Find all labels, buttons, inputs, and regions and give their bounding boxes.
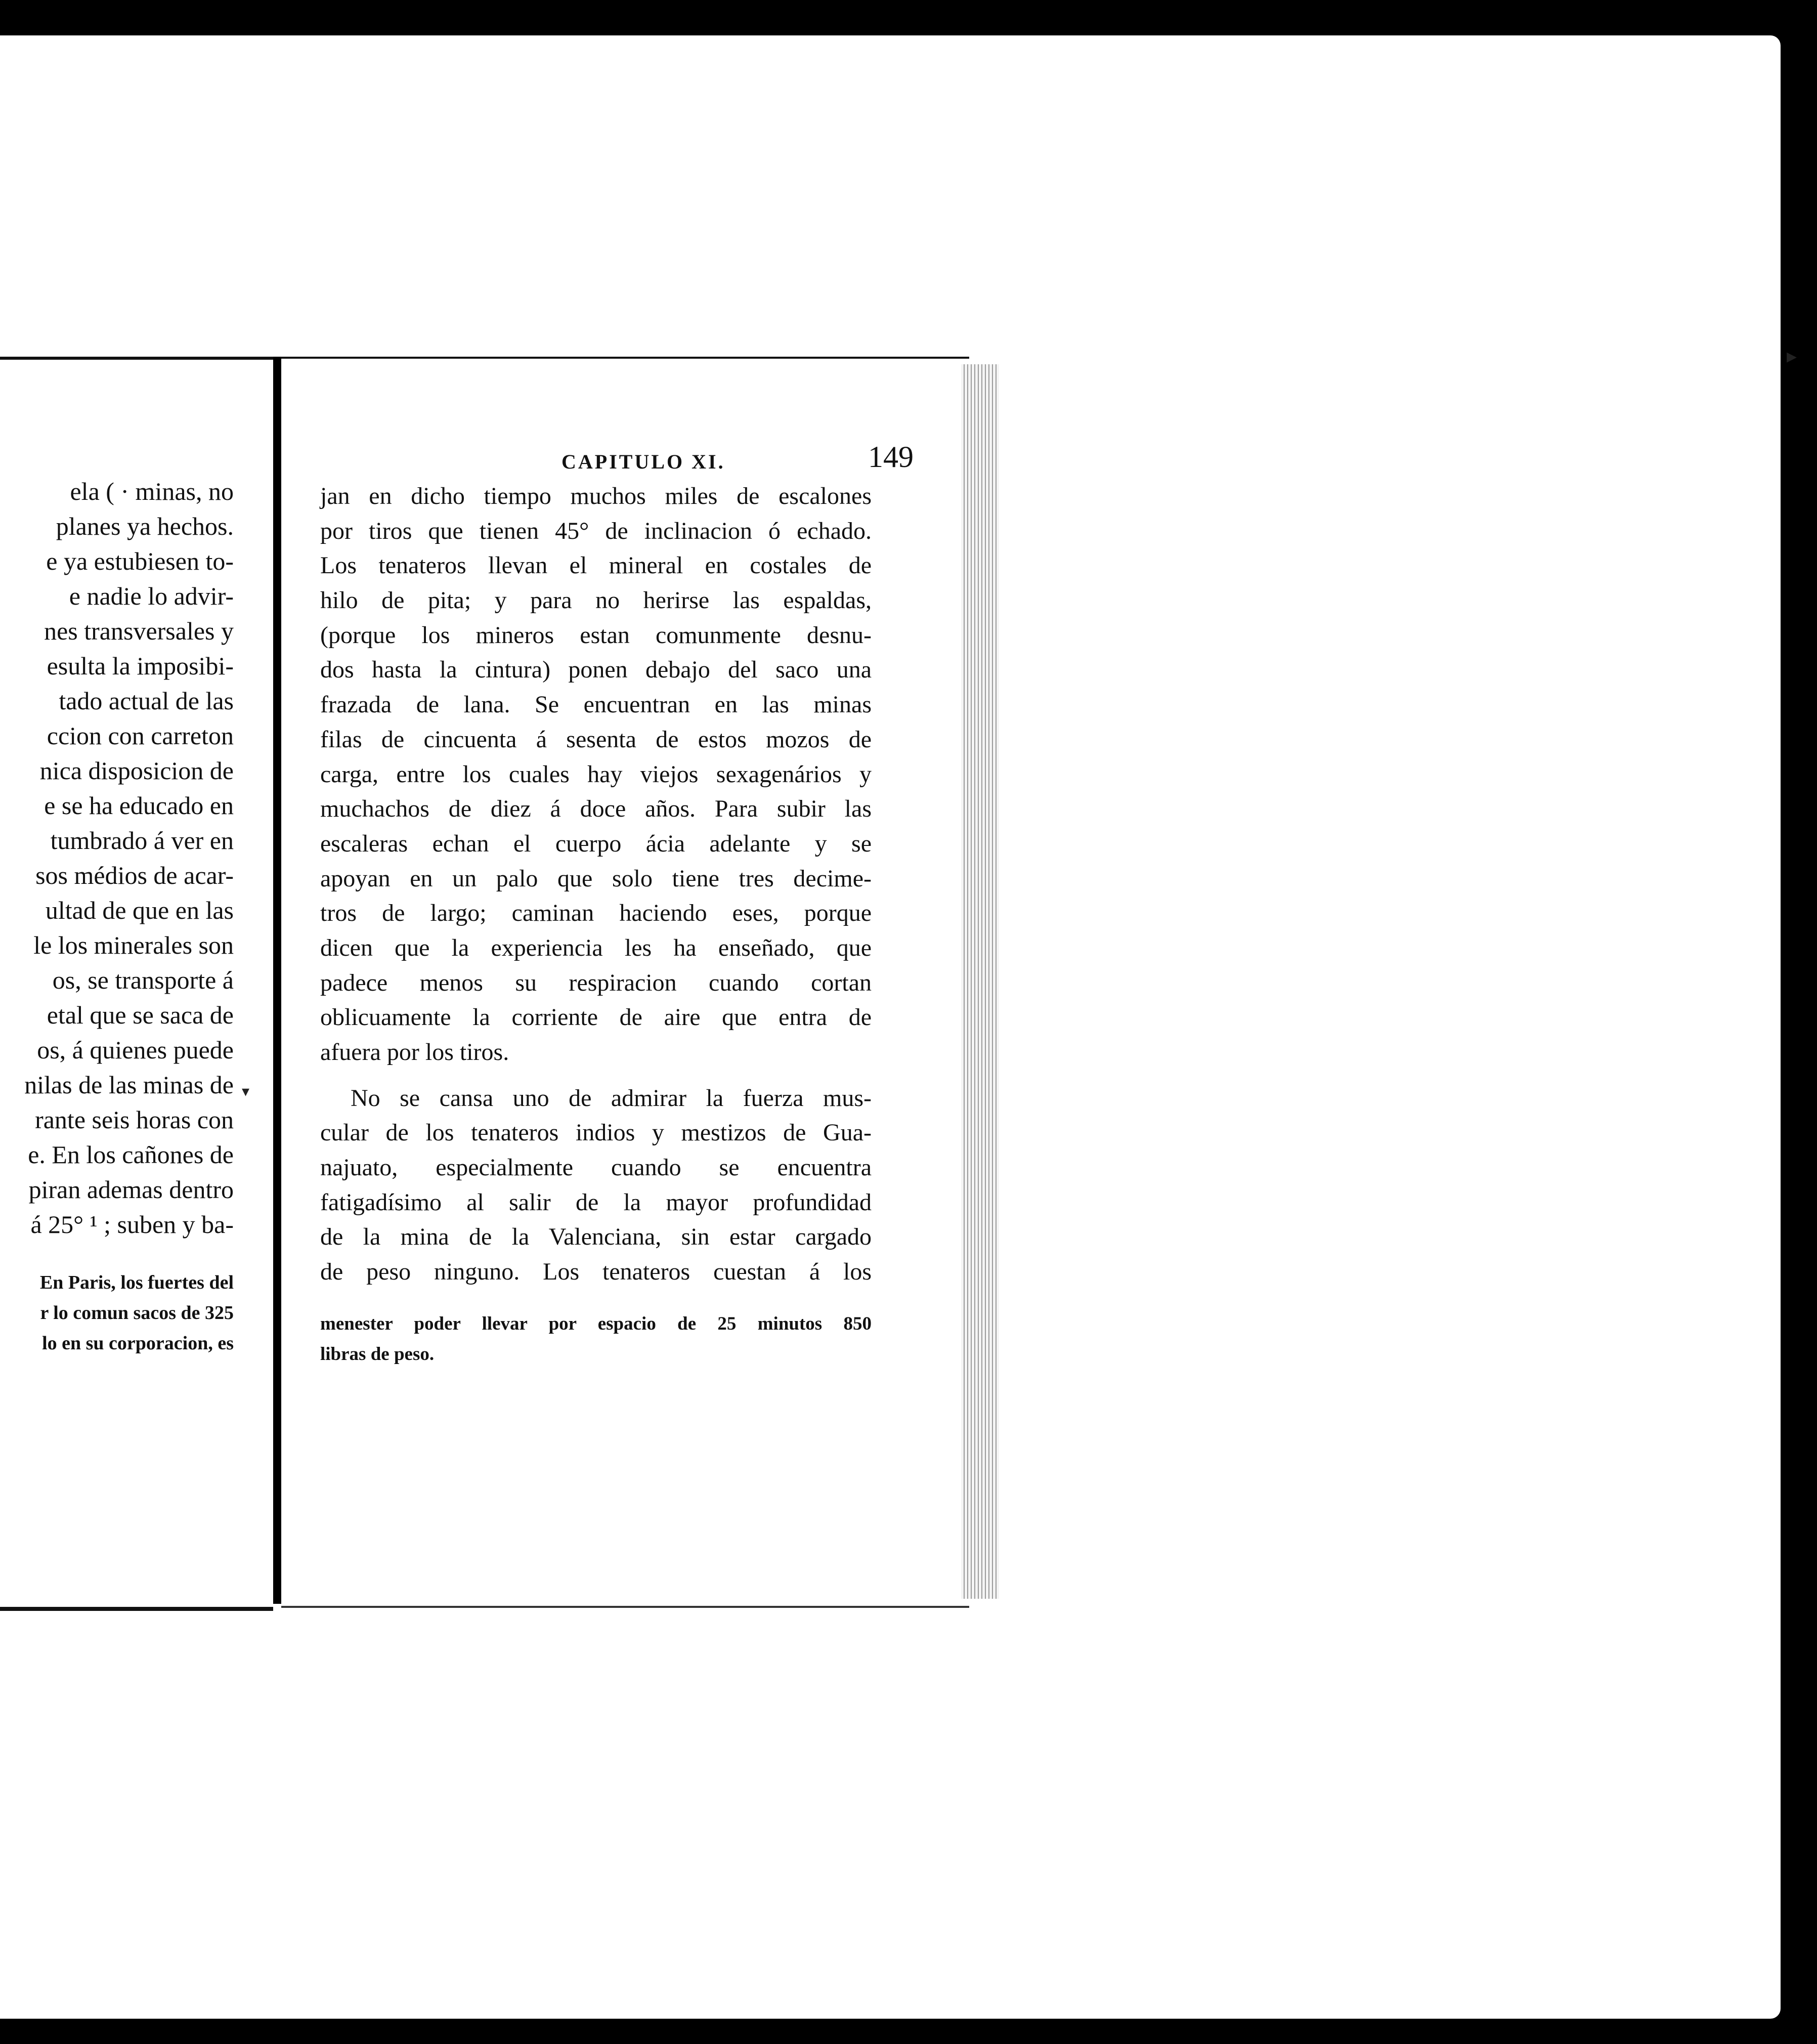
body-line: afuera por los tiros. — [320, 1039, 509, 1066]
left-line: os, se transporte á — [52, 966, 234, 994]
body-line: escaleras echan el cuerpo ácia adelante y se — [320, 830, 872, 857]
body-line: cular de los tenateros indios y mestizos de Gua- — [320, 1119, 872, 1146]
body-line: por tiros que tienen 45° de inclinacion ó echado. — [320, 517, 872, 544]
page-number: 149 — [868, 440, 914, 474]
left-footnote-line: lo en su corporacion, es — [42, 1333, 234, 1354]
left-line: le los minerales son — [33, 931, 234, 959]
left-line: ccion con carreton — [47, 721, 234, 750]
left-page — [0, 357, 273, 1611]
left-line: rante seis horas con — [35, 1105, 234, 1134]
body-line: tros de largo; caminan haciendo eses, porque — [320, 900, 872, 927]
body-line: muchachos de diez á doce años. Para subir las — [320, 795, 872, 823]
page-header — [327, 440, 914, 480]
left-line: ultad de que en las — [45, 896, 234, 924]
body-line: jan en dicho tiempo muchos miles de escalones — [320, 483, 872, 509]
body-line: najuato, especialmente cuando se encuentra — [320, 1154, 872, 1181]
footnote-separator — [0, 1242, 234, 1267]
body-line: Los tenateros llevan el mineral en costales de — [320, 552, 872, 579]
footnote-line: menester poder llevar por espacio de 25 minutos 850 — [320, 1313, 872, 1334]
body-line: oblicuamente la corriente de aire que entra de — [320, 1004, 872, 1031]
body-line: hilo de pita; y para no herirse las espaldas, — [320, 587, 872, 614]
left-line: tado actual de las — [59, 687, 234, 715]
paragraph-gap — [320, 1070, 872, 1081]
right-page — [281, 357, 969, 1608]
body-line: carga, entre los cuales hay viejos sexagenários y — [320, 760, 872, 788]
left-line: etal que se saca de — [47, 1001, 234, 1029]
left-line: os, á quienes puede — [37, 1036, 234, 1064]
body-line: fatigadísimo al salir de la mayor profundidad — [320, 1188, 872, 1216]
left-line: nica disposicion de — [39, 756, 234, 785]
body-line: de la mina de la Valenciana, sin estar cargado — [320, 1223, 872, 1251]
left-line: ela ( · minas, no — [70, 477, 234, 505]
right-page-text — [320, 479, 872, 1370]
left-footnote-line: r lo comun sacos de 325 — [40, 1302, 234, 1324]
body-line: dicen que la experiencia les ha enseñado, que — [320, 934, 872, 961]
body-line: de peso ninguno. Los tenateros cuestan á los — [320, 1258, 872, 1286]
left-line: planes ya hechos. — [56, 512, 234, 540]
left-line: e ya estubiesen to- — [46, 547, 234, 575]
left-line: nilas de las minas de — [24, 1071, 234, 1099]
body-line: frazada de lana. Se encuentran en las minas — [320, 691, 872, 718]
book-gutter — [273, 357, 281, 1604]
body-line: filas de cincuenta á sesenta de estos mozos de — [320, 726, 872, 753]
footnote-line: libras de peso. — [320, 1343, 435, 1365]
body-line: (porque los mineros estan comunmente desnu- — [320, 621, 872, 649]
body-line: apoyan en un palo que solo tiene tres decime- — [320, 865, 872, 892]
footnote-separator — [320, 1290, 872, 1309]
scan-speck: ▸ — [1787, 345, 1797, 367]
body-line: No se cansa uno de admirar la fuerza mus- — [351, 1084, 872, 1112]
running-head: CAPITULO XI. — [561, 450, 725, 473]
left-line: nes transversales y — [44, 617, 234, 645]
open-book — [0, 357, 999, 1604]
left-line: e. En los cañones de — [28, 1140, 234, 1169]
left-footnote-line: En Paris, los fuertes del — [39, 1272, 234, 1293]
left-line: esulta la imposibi- — [47, 652, 234, 680]
left-line: piran ademas dentro — [28, 1175, 234, 1204]
body-line: padece menos su respiracion cuando cortan — [320, 969, 872, 996]
body-line: dos hasta la cintura) ponen debajo del saco una — [320, 656, 872, 684]
page-edges — [961, 364, 999, 1599]
left-line: tumbrado á ver en — [50, 826, 234, 855]
left-line: e nadie lo advir- — [69, 582, 234, 610]
left-page-text — [0, 474, 234, 1358]
left-line: e se ha educado en — [44, 791, 234, 820]
scan-speck: ▾ — [242, 1083, 250, 1100]
left-line: á 25° ¹ ; suben y ba- — [30, 1210, 234, 1239]
left-line: sos médios de acar- — [35, 861, 234, 889]
